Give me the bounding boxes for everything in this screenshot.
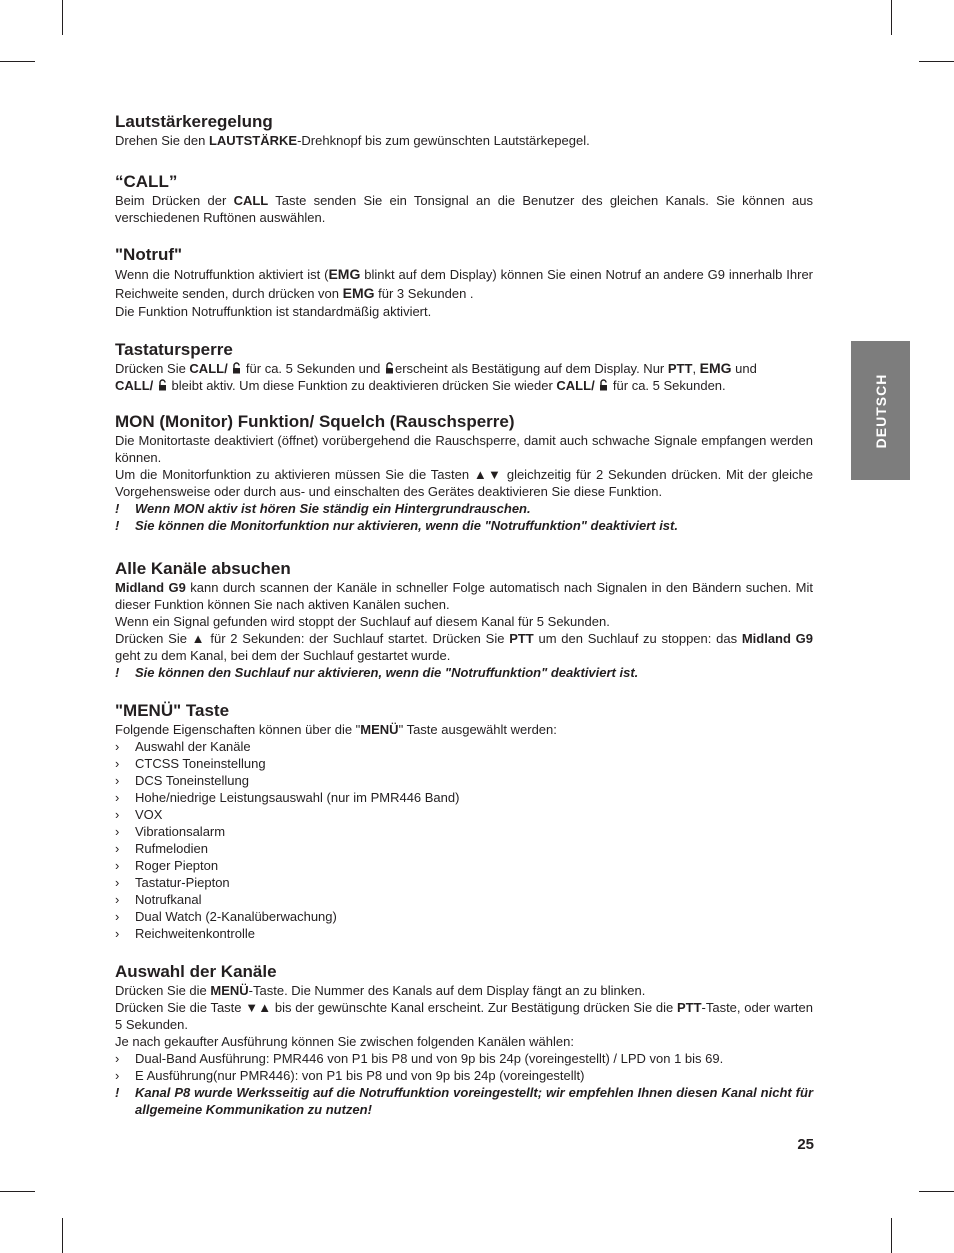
text: -Taste. Die Nummer des Kanals auf dem Display fängt an zu blinken. — [248, 983, 646, 998]
list-item — [115, 925, 813, 942]
bold-text: Midland G9 — [115, 580, 186, 595]
bullet: › — [115, 1068, 120, 1083]
bold-text: CALL/ — [189, 361, 232, 376]
section-menu — [115, 701, 813, 942]
paragraph: Die Monitortaste deaktiviert (öffnet) vorübergehend die Rauschsperre, damit auch schwache Signale empfangen werden können. — [115, 433, 813, 465]
bullet: › — [115, 858, 120, 873]
page-content — [115, 112, 813, 1118]
list-item-text: Rufmelodien — [135, 841, 208, 856]
list-item-text: Auswahl der Kanäle — [135, 739, 251, 754]
list-item-text: Notrufkanal — [135, 892, 202, 907]
note — [115, 1084, 813, 1118]
section-title: Tastatursperre — [115, 340, 233, 359]
crop-mark — [891, 1218, 892, 1253]
crop-mark — [919, 1191, 954, 1192]
text: Drücken Sie die Taste ▼▲ bis der gewünschte Kanal erscheint. Zur Bestätigung drücken Sie die — [115, 1000, 677, 1015]
section-scan — [115, 559, 813, 681]
list-item-text: Reichweitenkontrolle — [135, 926, 255, 941]
list-item-text: Vibrationsalarm — [135, 824, 226, 839]
paragraph — [115, 630, 813, 664]
crop-mark — [62, 1218, 63, 1253]
bold-text: MENÜ — [360, 722, 399, 737]
bullet: › — [115, 841, 120, 856]
bold-text: CALL/ — [115, 378, 157, 393]
section-keylock — [115, 340, 813, 394]
list-item-text: DCS Toneinstellung — [135, 773, 249, 788]
section-title: Alle Kanäle absuchen — [115, 559, 291, 578]
text: Drücken Sie — [115, 361, 190, 376]
crop-mark — [62, 0, 63, 35]
section-call — [115, 172, 813, 226]
bullet: › — [115, 892, 120, 907]
paragraph: Je nach gekaufter Ausführung können Sie zwischen folgenden Kanälen wählen: — [115, 1034, 574, 1049]
list-item — [115, 857, 813, 874]
emg-label: EMG — [699, 360, 732, 376]
section-volume — [115, 112, 813, 149]
list-item — [115, 772, 813, 789]
note-mark: ! — [115, 501, 120, 516]
text: Taste senden Sie ein Tonsignal an die Benutzer des gleichen Kanals. Sie können aus verschiedenen Ruftönen auswählen. — [115, 193, 813, 225]
paragraph — [115, 265, 813, 303]
section-title: MON (Monitor) Funktion/ Squelch (Rauschsperre) — [115, 412, 515, 431]
text: -Taste, oder warten 5 Sekunden. — [115, 1000, 813, 1032]
crop-mark — [0, 61, 35, 62]
lock-icon — [157, 379, 168, 391]
list-item — [115, 1050, 813, 1067]
bold-text: CALL — [233, 193, 269, 208]
bold-text: PTT — [667, 361, 693, 376]
text: -Drehknopf bis zum gewünschten Lautstärkepegel. — [297, 133, 590, 148]
paragraph: Die Funktion Notruffunktion ist standardmäßig aktiviert. — [115, 304, 432, 319]
note — [115, 500, 813, 517]
text: erscheint als Bestätigung auf dem Display. Nur — [394, 361, 668, 376]
bullet: › — [115, 807, 120, 822]
crop-mark — [891, 0, 892, 35]
paragraph — [115, 721, 813, 738]
list-item-text: VOX — [135, 807, 163, 822]
list-item — [115, 755, 813, 772]
paragraph — [115, 360, 813, 394]
text: Folgende Eigenschaften können über die " — [115, 722, 361, 737]
text: , — [692, 361, 700, 376]
list-item — [115, 891, 813, 908]
list-item-text: CTCSS Toneinstellung — [135, 756, 266, 771]
lock-icon — [598, 379, 609, 391]
bold-text: Midland G9 — [741, 631, 814, 646]
list-item — [115, 874, 813, 891]
language-tab-label: DEUTSCH — [872, 373, 889, 448]
paragraph — [115, 132, 813, 149]
paragraph: Wenn ein Signal gefunden wird stoppt der Suchlauf auf diesem Kanal für 5 Sekunden. — [115, 614, 610, 629]
list-item — [115, 789, 813, 806]
text: um den Suchlauf zu stoppen: das — [533, 631, 742, 646]
paragraph: Um die Monitorfunktion zu aktivieren müssen Sie die Tasten ▲▼ gleichzeitig für 2 Sekunden drücken. Mit der gleiche Vorgehensweise oder durch aus- und einschalten des Gerätes deaktivieren Sie diese Funktion. — [115, 467, 813, 499]
note-text: Wenn MON aktiv ist hören Sie ständig ein Hintergrundrauschen. — [135, 501, 531, 516]
section-title: Lautstärkeregelung — [115, 112, 273, 131]
text: Wenn die Notruffunktion aktiviert ist ( — [115, 267, 329, 282]
note-mark: ! — [115, 665, 120, 680]
section-monitor — [115, 412, 813, 534]
text: blinkt auf dem Display) können Sie einen Notruf an andere G9 innerhalb Ihrer Reichweite senden, durch drücken von — [115, 267, 813, 301]
note-mark: ! — [115, 518, 120, 533]
text: bleibt aktiv. Um diese Funktion zu deaktivieren drücken Sie wieder — [167, 378, 557, 393]
menu-list — [115, 738, 813, 942]
list-item — [115, 1067, 813, 1084]
list-item-text: Dual Watch (2-Kanalüberwachung) — [135, 909, 337, 924]
section-title: Auswahl der Kanäle — [115, 962, 277, 981]
text: Beim Drücken der — [115, 193, 234, 208]
emg-label: EMG — [342, 285, 375, 301]
list-item-text: Tastatur-Piepton — [135, 875, 230, 890]
list-item — [115, 738, 813, 755]
text: für ca. 5 Sekunden. — [609, 378, 726, 393]
note — [115, 664, 813, 681]
paragraph — [115, 999, 813, 1033]
paragraph — [115, 579, 813, 613]
paragraph — [115, 982, 813, 999]
text: geht zu dem Kanal, bei dem der Suchlauf gestartet wurde. — [115, 648, 451, 663]
list-item-text: E Ausführung(nur PMR446): von P1 bis P8 und von 9p bis 24p (voreingestellt) — [135, 1068, 585, 1083]
text: und — [731, 361, 757, 376]
note — [115, 517, 813, 534]
section-title: "MENÜ" Taste — [115, 701, 230, 720]
text: für ca. 5 Sekunden und — [242, 361, 384, 376]
emg-label: EMG — [328, 266, 361, 282]
bullet: › — [115, 824, 120, 839]
bullet: › — [115, 739, 120, 754]
note-text: Kanal P8 wurde Werksseitig auf die Notruffunktion voreingestellt; wir empfehlen Ihnen diesen Kanal nicht für allgemeine Kommunikation zu nutzen! — [135, 1085, 813, 1117]
list-item — [115, 806, 813, 823]
page-number: 25 — [797, 1136, 814, 1153]
section-title: "Notruf" — [115, 245, 183, 264]
lock-icon — [231, 362, 242, 374]
text: für 3 Sekunden . — [374, 286, 474, 301]
note-text: Sie können die Monitorfunktion nur aktivieren, wenn die "Notruffunktion" deaktiviert ist. — [135, 518, 678, 533]
text: Drehen Sie den — [115, 133, 209, 148]
note-mark: ! — [115, 1085, 120, 1100]
list-item — [115, 908, 813, 925]
bullet: › — [115, 756, 120, 771]
section-emergency — [115, 245, 813, 320]
bullet: › — [115, 1051, 120, 1066]
lock-icon — [384, 362, 395, 374]
bold-text: PTT — [676, 1000, 702, 1015]
bullet: › — [115, 926, 120, 941]
bullet: › — [115, 790, 120, 805]
bold-text: LAUTSTÄRKE — [208, 133, 298, 148]
bold-text: CALL/ — [556, 378, 599, 393]
bullet: › — [115, 909, 120, 924]
text: kann durch scannen der Kanäle in schneller Folge automatisch nach Signalen in den Bändern suchen. Mit dieser Funktion können Sie nach aktiven Kanälen suchen. — [115, 580, 814, 612]
text: Drücken Sie ▲ für 2 Sekunden: der Suchlauf startet. Drücken Sie — [115, 631, 510, 646]
bullet: › — [115, 773, 120, 788]
list-item-text: Roger Piepton — [135, 858, 219, 873]
list-item — [115, 823, 813, 840]
section-channel-select — [115, 962, 813, 1118]
language-tab — [851, 341, 910, 480]
list-item-text: Dual-Band Ausführung: PMR446 von P1 bis P8 und von 9p bis 24p (voreingestellt) / LPD von 1 bis 69. — [135, 1051, 724, 1066]
text: Drücken Sie die — [115, 983, 211, 998]
note-text: Sie können den Suchlauf nur aktivieren, wenn die "Notruffunktion" deaktiviert ist. — [135, 665, 639, 680]
crop-mark — [919, 61, 954, 62]
section-title: “CALL” — [115, 172, 178, 191]
paragraph — [115, 192, 813, 226]
bullet: › — [115, 875, 120, 890]
text: " Taste ausgewählt werden: — [398, 722, 557, 737]
crop-mark — [0, 1191, 35, 1192]
list-item-text: Hohe/niedrige Leistungsauswahl (nur im PMR446 Band) — [135, 790, 460, 805]
list-item — [115, 840, 813, 857]
bold-text: PTT — [509, 631, 534, 646]
bold-text: MENÜ — [210, 983, 249, 998]
